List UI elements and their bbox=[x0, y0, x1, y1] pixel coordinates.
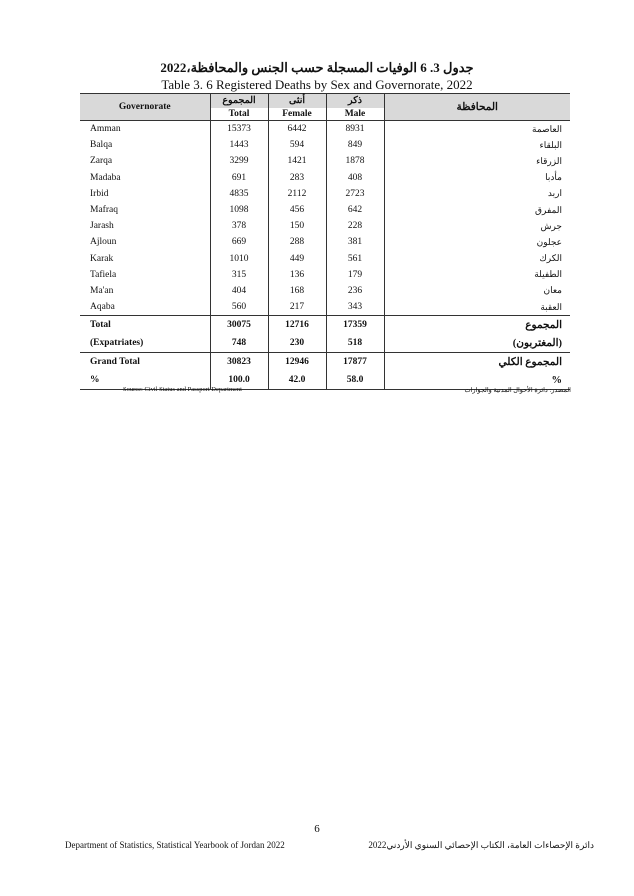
summary-total: 748 bbox=[210, 334, 268, 353]
table-row bbox=[80, 202, 570, 218]
table-row bbox=[80, 121, 570, 138]
summary-label-ar: (المغتربون) bbox=[384, 334, 570, 353]
row-total: 1098 bbox=[210, 202, 268, 218]
row-male: 1878 bbox=[326, 153, 384, 169]
table-row bbox=[80, 186, 570, 202]
header-total-en: Total bbox=[210, 108, 268, 121]
row-total: 315 bbox=[210, 267, 268, 283]
source-note-ar: المصدر: دائرة الأحوال المدنية والجوازات bbox=[464, 387, 571, 394]
summary-label-ar: المجموع الكلي bbox=[384, 353, 570, 372]
table-row bbox=[80, 137, 570, 153]
summary-label-en: Total bbox=[80, 316, 210, 335]
summary-total: 100.0 bbox=[210, 371, 268, 390]
table-row bbox=[80, 153, 570, 169]
table-row bbox=[80, 267, 570, 283]
table-title-english: Table 3. 6 Registered Deaths by Sex and Governorate, 2022 bbox=[161, 77, 473, 92]
row-total: 4835 bbox=[210, 186, 268, 202]
header-total-ar: المجموع bbox=[210, 94, 268, 108]
row-governorate-en: Amman bbox=[90, 124, 121, 135]
summary-row-total bbox=[80, 316, 570, 335]
row-total: 669 bbox=[210, 234, 268, 250]
table-row bbox=[80, 218, 570, 234]
summary-label-en: (Expatriates) bbox=[80, 334, 210, 353]
row-female: 217 bbox=[268, 299, 326, 316]
row-governorate-ar: الطفيلة bbox=[384, 267, 570, 283]
row-male: 179 bbox=[326, 267, 384, 283]
summary-total: 30075 bbox=[210, 316, 268, 335]
summary-label-ar: % bbox=[384, 371, 570, 390]
row-male: 408 bbox=[326, 170, 384, 186]
row-governorate-ar: جرش bbox=[384, 218, 570, 234]
row-governorate-ar: عجلون bbox=[384, 234, 570, 250]
page-number: 6 bbox=[314, 823, 320, 835]
table-row bbox=[80, 283, 570, 299]
row-male: 561 bbox=[326, 251, 384, 267]
row-male: 343 bbox=[326, 299, 384, 316]
row-governorate-en: Ma'an bbox=[90, 285, 114, 296]
footer-en: Department of Statistics, Statistical Yearbook of Jordan 2022 bbox=[65, 840, 285, 850]
row-female: 449 bbox=[268, 251, 326, 267]
table-row bbox=[80, 251, 570, 267]
row-female: 456 bbox=[268, 202, 326, 218]
summary-label-ar: المجموع bbox=[384, 316, 570, 335]
row-total: 3299 bbox=[210, 153, 268, 169]
header-governorate-en: Governorate bbox=[80, 94, 210, 121]
source-note-en: Source: Civil Status and Passport Department bbox=[123, 386, 242, 393]
summary-female: 230 bbox=[268, 334, 326, 353]
row-female: 594 bbox=[268, 137, 326, 153]
summary-label-en: % bbox=[80, 371, 210, 390]
row-male: 849 bbox=[326, 137, 384, 153]
row-male: 2723 bbox=[326, 186, 384, 202]
row-male: 8931 bbox=[326, 121, 384, 138]
summary-total: 30823 bbox=[210, 353, 268, 372]
header-male-en: Male bbox=[326, 108, 384, 121]
row-governorate-en: Mafraq bbox=[90, 205, 118, 216]
summary-female: 42.0 bbox=[268, 371, 326, 390]
table-title-arabic: جدول 3. 6 الوفيات المسجلة حسب الجنس والمحافظة،2022 bbox=[160, 60, 474, 75]
header-female-en: Female bbox=[268, 108, 326, 121]
row-female: 283 bbox=[268, 170, 326, 186]
row-female: 2112 bbox=[268, 186, 326, 202]
summary-male: 17877 bbox=[326, 353, 384, 372]
row-governorate-en: Zarqa bbox=[90, 156, 113, 167]
row-governorate-en: Balqa bbox=[90, 140, 113, 151]
summary-male: 518 bbox=[326, 334, 384, 353]
row-governorate-ar: المفرق bbox=[384, 202, 570, 218]
row-governorate-ar: العاصمة bbox=[384, 121, 570, 138]
row-male: 236 bbox=[326, 283, 384, 299]
row-total: 1443 bbox=[210, 137, 268, 153]
row-female: 6442 bbox=[268, 121, 326, 138]
row-total: 1010 bbox=[210, 251, 268, 267]
row-male: 228 bbox=[326, 218, 384, 234]
row-governorate-ar: البلقاء bbox=[384, 137, 570, 153]
table-row bbox=[80, 234, 570, 250]
header-female-ar: أنثى bbox=[268, 94, 326, 108]
table-row bbox=[80, 170, 570, 186]
row-governorate-en: Madaba bbox=[90, 172, 121, 183]
row-governorate-en: Aqaba bbox=[90, 302, 115, 313]
row-female: 168 bbox=[268, 283, 326, 299]
row-governorate-en: Karak bbox=[90, 253, 114, 264]
summary-label-en: Grand Total bbox=[90, 357, 140, 368]
footer-ar: دائرة الإحصاءات العامة، الكتاب الإحصائي السنوي الأردني2022 bbox=[368, 840, 594, 850]
row-governorate-ar: الزرقاء bbox=[384, 153, 570, 169]
row-total: 691 bbox=[210, 170, 268, 186]
row-governorate-ar: اربد bbox=[384, 186, 570, 202]
row-total: 560 bbox=[210, 299, 268, 316]
row-governorate-en: Ajloun bbox=[90, 237, 117, 248]
row-female: 150 bbox=[268, 218, 326, 234]
summary-row-grand-total bbox=[80, 353, 570, 372]
row-male: 642 bbox=[326, 202, 384, 218]
summary-male: 58.0 bbox=[326, 371, 384, 390]
row-total: 404 bbox=[210, 283, 268, 299]
row-governorate-en: Jarash bbox=[90, 221, 114, 232]
table-row bbox=[80, 299, 570, 316]
row-governorate-ar: معان bbox=[384, 283, 570, 299]
summary-row-expatriates bbox=[80, 334, 570, 353]
row-female: 136 bbox=[268, 267, 326, 283]
row-female: 288 bbox=[268, 234, 326, 250]
row-total: 15373 bbox=[210, 121, 268, 138]
row-governorate-en: Irbid bbox=[90, 188, 109, 199]
row-total: 378 bbox=[210, 218, 268, 234]
row-governorate-ar: الكرك bbox=[384, 251, 570, 267]
row-male: 381 bbox=[326, 234, 384, 250]
summary-male: 17359 bbox=[326, 316, 384, 335]
deaths-table bbox=[80, 93, 570, 390]
row-governorate-ar: العقبة bbox=[384, 299, 570, 316]
row-female: 1421 bbox=[268, 153, 326, 169]
summary-female: 12946 bbox=[268, 353, 326, 372]
summary-female: 12716 bbox=[268, 316, 326, 335]
header-male-ar: ذكر bbox=[326, 94, 384, 108]
header-governorate-ar: المحافظة bbox=[384, 94, 570, 121]
row-governorate-ar: مأدبا bbox=[384, 170, 570, 186]
row-governorate-en: Tafiela bbox=[90, 269, 117, 280]
